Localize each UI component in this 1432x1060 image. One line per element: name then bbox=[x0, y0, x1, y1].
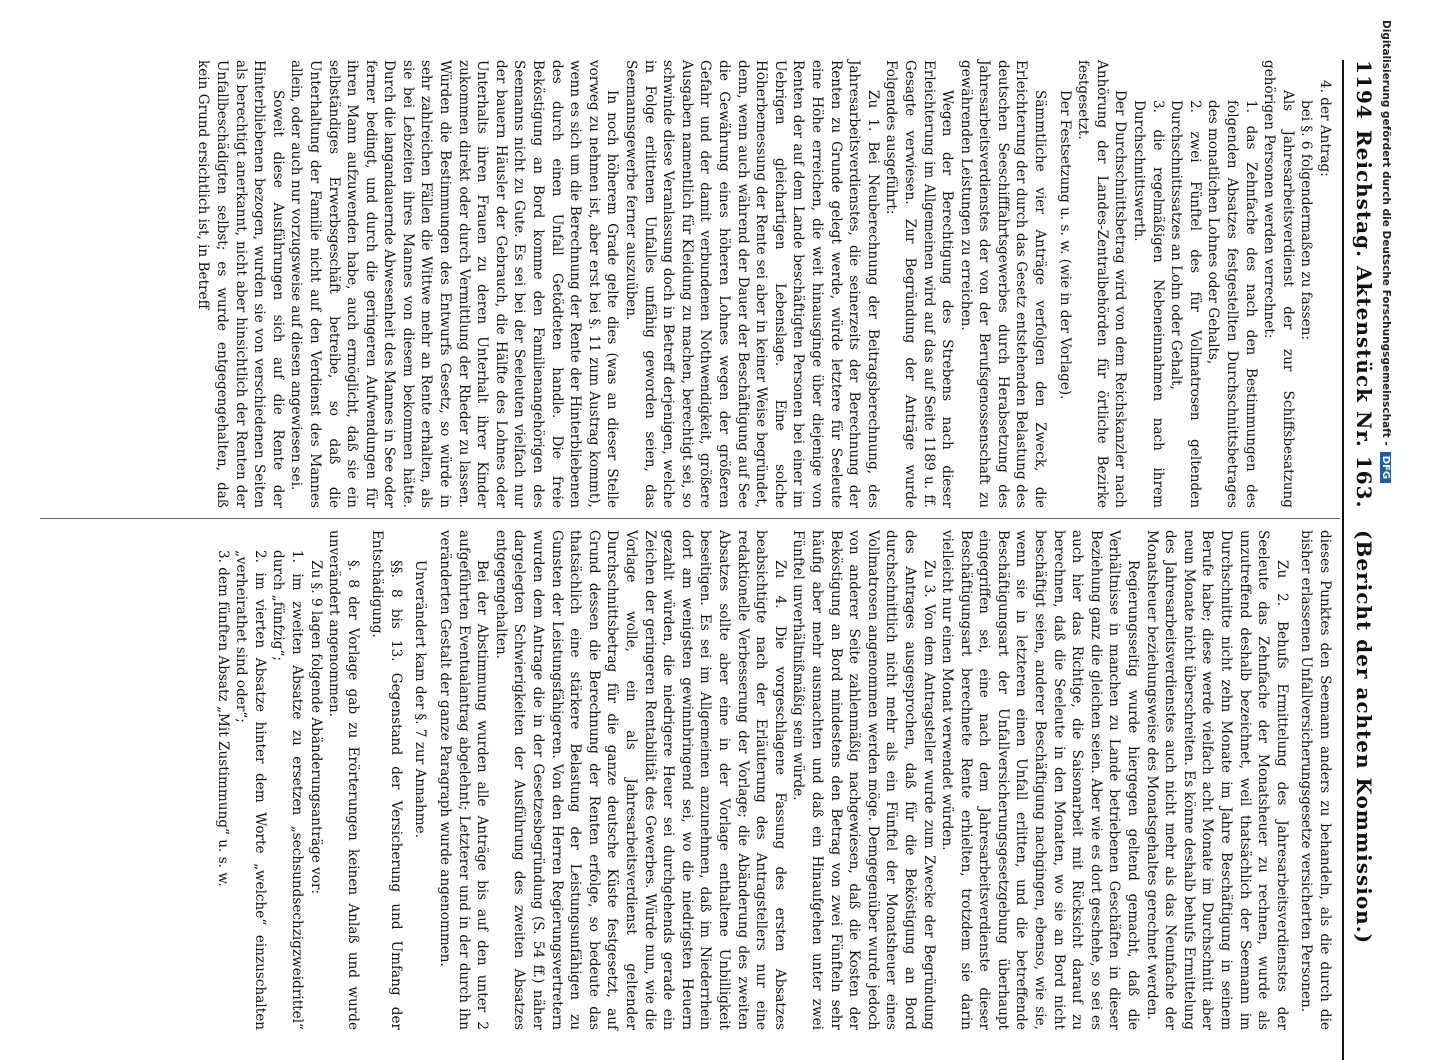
page-number: 1194 bbox=[1352, 60, 1376, 120]
paragraph: §. 8 der Vorlage gab zu Erörterungen keinen Anlaß und wurde unverändert angenommen. bbox=[326, 530, 361, 1030]
list-item: 1. das Zehnfache des nach den Bestimmungen des folgenden Absatzes festgestellten Durchschnittsbetrages des monatlichen Lohnes oder Gehalts, bbox=[1205, 100, 1259, 508]
list-item: 1. im zweiten Absatze zu ersetzen „sechsundsechzigzweidrittel“ durch „fünfzig“; bbox=[270, 550, 305, 1030]
list-item: 2. zwei Fünftel des für Vollmatrosen geltenden Durchschnittssatzes an Lohn oder Gehalt, bbox=[1168, 100, 1203, 508]
paragraph: Bei der Abstimmung wurden alle Anträge bis auf den unter 2 aufgeführten Eventualantrag abgelehnt; Letzterer und in der durch ihn veränderten Gestalt der ganze Paragraph wurde angenommen. bbox=[437, 530, 491, 1030]
left-column bbox=[194, 60, 1334, 508]
paragraph: Zu 2. Behufs Ermittelung des Jahresarbeitsverdienstes der Seeleute das Zehnfache der Monatsheuer zu rechnen, wurde als unzutreffend deshalb bezeichnet, weil thatsächlich der Seemann im Durchschnitte nicht zehn Monate im Jahre Beschäftigung in seinem Berufe habe; diese werde vielfach acht Monate im Durchschnitt aber neun Monate nicht überschreiten. Es könne deshalb behufs Ermittelung des Jahresarbeitsverdienstes auch nicht mehr als das Neunfache der Monatsheuer beziehungsweise des Monatsgehaltes gerechnet werden. bbox=[1143, 530, 1290, 1030]
paragraph: Der Durchschnittsbetrag wird von dem Reichskanzler nach Anhörung der Landes-Zentralbehörden für örtliche Bezirke festgesetzt. bbox=[1075, 60, 1129, 508]
paragraph: Unverändert kam der §. 7 zur Annahme. bbox=[412, 560, 429, 839]
document-page bbox=[40, 60, 1380, 1060]
paragraph: Soweit diese Ausführungen sich auf die Rente der Hinterbliebenen bezogen, wurden sie von verschiedenen Seiten als berechtigt anerkannt, nicht aber hinsichtlich der Renten der Unfallbeschädigten selbst; es wurde entgegengehalten, daß kein Grund ersichtlich ist, in Betreff bbox=[195, 60, 286, 508]
paragraph: Als Jahresarbeitsverdienst der zur Schiffsbesatzung gehörigen Personen werden verrechnet: bbox=[1261, 60, 1296, 508]
paragraph: Wegen der Berechtigung des Strebens nach dieser Erleichterung im Allgemeinen wird auf das auf Seite 1189 u. ff. Gesagte verwiesen. Zur Begründung der Anträge wurde Folgendes ausgeführt: bbox=[883, 60, 956, 508]
paragraph: Der Festsetzung u. s. w. (wie in der Vorlage). bbox=[1056, 90, 1073, 400]
header-right-title: (Bericht der achten Kommission.) bbox=[1352, 530, 1376, 945]
paragraph: Sämmtliche vier Anträge verfolgen den Zweck, die Erleichterung der durch das Gesetz entstehenden Belastung des deutschen Seeschifffahrtsgewerbes durch Herabsetzung des Jahresarbeitsverdienstes der von der Berufsgenossenschaft zu gewährenden Leistungen zu erreichen. bbox=[957, 60, 1049, 508]
credit-text: Digitalisierung gefördert durch die Deutsche Forschungsgemeinschaft - bbox=[1380, 20, 1392, 446]
header-left-title: Reichstag. Aktenstück Nr. 163. bbox=[1352, 130, 1376, 509]
list-item: 3. dem fünften Absatz „Mit Zustimmung“ u. s. w. bbox=[214, 550, 231, 887]
list-item: 2. im vierten Absatze hinter dem Worte „welche“ einzuschalten „verheirathet sind oder“; bbox=[233, 550, 268, 1030]
right-column bbox=[213, 530, 1334, 1030]
dfg-logo: DFG bbox=[1380, 452, 1391, 483]
paragraph: bei §. 6 folgendermaßen zu fassen: bbox=[1298, 100, 1315, 341]
paragraph: Regierungsseitig wurde hiergegen geltend gemacht, daß die Verhältnisse in manchen zu Lande betriebenen Geschäften in dieser Beziehung ganz die gleichen seien. Aber wie es dort geschehe, so sei es auch hier das Richtige, die Saisonarbeit mit Rücksicht darauf zu berechnen, daß die Seeleute in den Monaten, wo sie an Bord nicht beschäftigt seien, anderer Beschäftigung nachgingen, ebenso, wie sie, wenn sie in letzteren einen Unfall erlitten, und die betreffende Beschäftigungsart der Unfallversicherungsgesetzgebung überhaupt eingegriffen sei, eine nach dem Jahresarbeitsverdienste dieser Beschäftigungsart berechnete Rente erhielten, trotzdem sie darin vielleicht nur einen Monat verwendet würden. bbox=[939, 530, 1142, 1030]
paragraph: Zu 4. Die vorgeschlagene Fassung des ersten Absatzes beabsichtigte nach der Erläuterung des Antragstellers nur eine redaktionelle Verbesserung der Vorlage; die Abänderung des zweiten Absatzes sollte aber eine in der Vorlage enthaltene Unbilligkeit beseitigen. Es sei im Allgemeinen anzunehmen, daß im Niederrhein dort am wenigsten gewinnbringend sei, wo die niedrigsten Heuern gezahlt würden, die niedrigere Heuer sei durchgehends gerade ein Zeichen der geringeren Rentabilität des Gewerbes. Würde nun, wie die Vorlage wolle, ein als Jahresarbeitsverdienst geltender Durchschnittsbetrag für die ganze deutsche Küste festgesetzt, auf Grund dessen die Berechnung der Renten erfolge, so bedeute das thatsächlich eine stärkere Belastung der Leistungsunfähigen zu Gunsten der Leistungsfähigeren. Von den Herren Regierungsvertretern wurden dem Antrage die in der Gesetzesbegründung (S. 54 ff.) näher dargelegten Schwierigkeiten der Ausführung des zweiten Absatzes entgegengehalten. bbox=[492, 530, 788, 1030]
paragraph: In noch höherem Grade gelte dies (was an dieser Stelle vorweg zu nehmen ist, aber erst bei §. 11 zum Austrag kommt), wenn es sich um die Berechnung der Rente der Hinterbliebenen des durch einen Unfall Getödteten handle. Die freie Beköstigung an Bord komme den Familienangehörigen des Seemanns nicht zu Gute. Es sei bei der Seeleuten vielfach nur der bauern Häusler der Gebrauch, die Hälfte des Lohnes oder Unterhalts ihren Frauen zu deren Unterhalt ihrer Kinder zukommen direkt oder durch Vermittlung der Rheder zu lassen. Würden die Bestimmungen des Entwurfs Gesetz, so würde in sehr zahlreichen Fällen die Wittwe mehr an Rente erhalten, als sie bei Lebzeiten ihres Mannes von diesem bekommen hätte. Durch die langandauernde Abwesenheit des Mannes in See oder ferner bedingt, und durch die geringeren Aufwendungen für ihren Mann aufzuwenden habe, auch ermöglicht, daß sie ein selbständiges Erwerbsgeschäft betreibe, so daß die Unterhaltung der Familie nicht auf den Verdienst des Mannes allein, oder auch nur vorzugsweise auf diesen angewiesen sei. bbox=[288, 60, 621, 508]
column-divider bbox=[40, 518, 1340, 519]
list-item: 3. die regelmäßigen Nebeneinnahmen nach ihrem Durchschnittswerth. bbox=[1131, 100, 1166, 508]
paragraph: Zu 1. Bei Neuberechnung der Beitragsberechnung, des Jahresarbeitsverdienstes, die seinerzeits der Berechnung der Renten zu Grunde gelegt werde, würde letztere für Seeleute eine Höhe erreichen, die weit hinausginge über diejenige von Renten der auf dem Lande beschäftigten Personen bei einer im Uebrigen gleichartigen Lebenslage. Eine solche Höherbemessung der Rente sei aber in keiner Weise begründet, denn, wenn auch während der Dauer der Beschäftigung auf See die Gewährung eines höheren Lohnes wegen der größeren Gefahr und der damit verbundenen Nothwendigkeit, größere Ausgaben namentlich für Kleidung zu machen, berechtigt sei, so schwinde diese Veranlassung doch in Betreff derjenigen, welche in Folge erlittenen Unfalles unfähig geworden seien, das Seemannsgewerbe ferner auszuüben. bbox=[623, 60, 881, 508]
paragraph: Zu §. 9 lagen folgende Abänderungsanträge vor: bbox=[307, 560, 324, 895]
paragraph: dieses Punktes den Seemann anders zu behandeln, als die durch die bisher erlassenen Unfallversicherungsgesetze versicherten Personen. bbox=[1298, 530, 1333, 1030]
page-header bbox=[1342, 60, 1380, 1060]
paragraph: 4. der Antrag: bbox=[1317, 80, 1333, 177]
paragraph: Zu 3. Von dem Antragsteller wurde zum Zwecke der Begründung des Antrages ausgesprochen, daß für die Beköstigung an Bord durchschnittlich nicht mehr als ein Fünftel der Monatsheuer eines Vollmatrosen angenommen werden möge. Demgegenüber wurde jedoch von anderer Seite zahlenmäßig nachgewiesen, daß die Kosten der Beköstigung an Bord mindestens den Betrag von zwei Fünfteln sehr häufig aber mehr ausmachten und daß ein Hinaufgehen unter zwei Fünftel unverhältnißmäßig sein würde. bbox=[790, 530, 937, 1030]
section-heading: §§. 8 bis 13. Gegenstand der Versicherung und Umfang der Entschädigung. bbox=[369, 530, 404, 1030]
digitization-credit bbox=[1380, 20, 1392, 483]
